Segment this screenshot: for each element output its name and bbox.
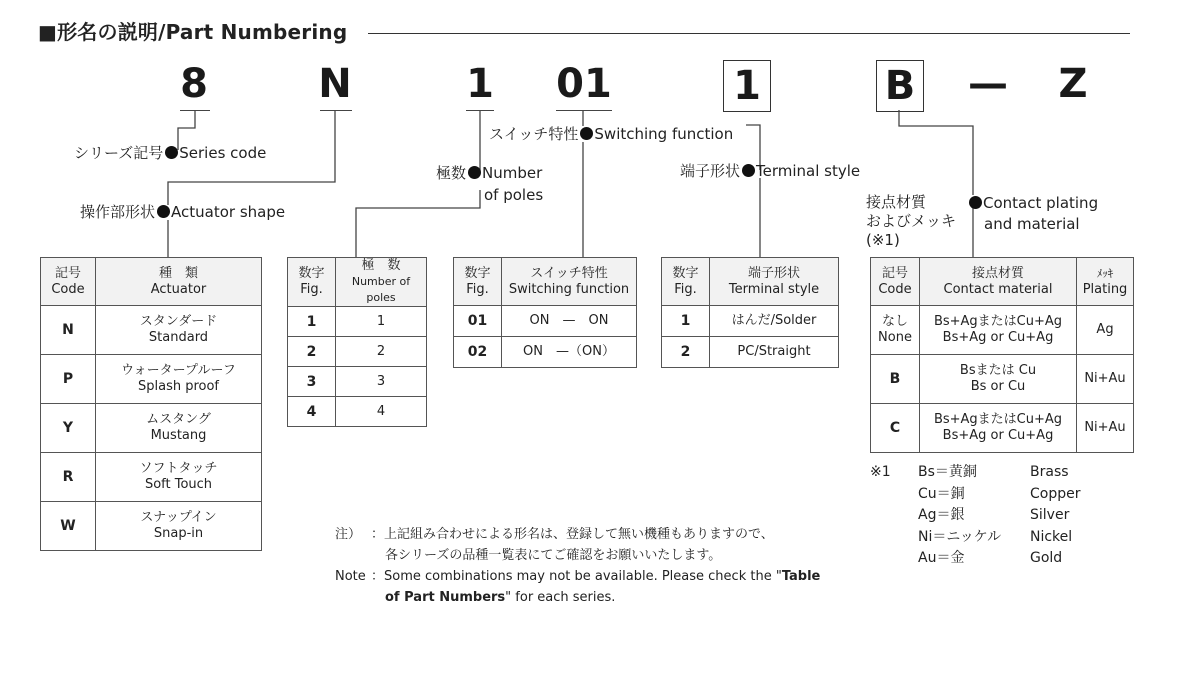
table-header-row — [871, 258, 1134, 306]
header-terminal: 端子形状 Terminal style — [710, 258, 839, 306]
table-header-row — [288, 258, 427, 307]
row-desc: スタンダード Standard — [96, 306, 262, 355]
footnote — [870, 462, 1080, 570]
row-material: Bsまたは Cu Bs or Cu — [920, 355, 1077, 404]
note-block — [335, 524, 820, 608]
header-fig: 数字 Fig. — [454, 258, 502, 306]
footnote-row — [870, 505, 1080, 527]
footnote-row — [870, 548, 1080, 570]
row-desc: ムスタング Mustang — [96, 404, 262, 453]
code-suffix: Z — [1058, 61, 1088, 107]
footnote-english: Gold — [1030, 550, 1063, 566]
table-row — [662, 306, 839, 337]
header-poles: 極 数 Number of poles — [336, 258, 427, 307]
note-en-label: Note — [335, 569, 366, 584]
label-contact-en-line2: and material — [984, 215, 1080, 233]
row-value: はんだ/Solder — [710, 306, 839, 337]
table-row — [41, 453, 262, 502]
row-desc: スナップイン Snap-in — [96, 502, 262, 551]
note-ja-line1: ：上記組み合わせによる形名は、登録して無い機種もありますので、 — [371, 527, 774, 542]
row-fig: 01 — [454, 306, 502, 337]
header-fig: 数字 Fig. — [662, 258, 710, 306]
row-code: P — [41, 355, 96, 404]
header-material: 接点材質 Contact material — [920, 258, 1077, 306]
row-desc: ウォータープルーフ Splash proof — [96, 355, 262, 404]
label-poles: 極数 Number — [436, 164, 543, 182]
table-row — [662, 337, 839, 368]
row-value: 3 — [336, 367, 427, 397]
header-fig: 数字 Fig. — [288, 258, 336, 307]
table-row — [288, 367, 427, 397]
row-value: PC/Straight — [710, 337, 839, 368]
footnote-row — [870, 484, 1080, 506]
note-en-line1: ：Some combinations may not be available. Please check the " — [371, 569, 782, 584]
terminal-table — [661, 257, 839, 368]
bullet-icon — [157, 205, 170, 218]
footnote-symbol: Au＝金 — [918, 550, 965, 566]
table-row — [871, 355, 1134, 404]
actuator-table — [40, 257, 262, 551]
label-poles-line2: of poles — [484, 186, 544, 204]
row-value: 2 — [336, 337, 427, 367]
switching-table — [453, 257, 637, 368]
row-fig: 1 — [288, 307, 336, 337]
label-terminal: 端子形状 Terminal style — [680, 162, 861, 180]
contact-table — [870, 257, 1134, 453]
table-header-row — [41, 258, 262, 306]
table-row — [871, 404, 1134, 453]
footnote-english: Silver — [1030, 507, 1070, 523]
header-plating: ﾒｯｷ Plating — [1077, 258, 1134, 306]
label-actuator: 操作部形状 Actuator shape — [80, 203, 286, 221]
footnote-symbol: Bs＝黄銅 — [918, 464, 977, 480]
footnote-symbol: Ni＝ニッケル — [918, 528, 1002, 545]
row-fig: 02 — [454, 337, 502, 368]
table-row — [41, 502, 262, 551]
bullet-icon — [468, 166, 481, 179]
page-title: ■形名の説明/Part Numbering — [38, 20, 348, 44]
row-desc: ソフトタッチ Soft Touch — [96, 453, 262, 502]
row-material: Bs+AgまたはCu+Ag Bs+Ag or Cu+Ag — [920, 404, 1077, 453]
note-en-line2: " for each series. — [505, 590, 616, 605]
code-dash: — — [968, 61, 1008, 107]
bullet-icon — [165, 146, 178, 159]
label-contact-en: Contact plating — [967, 193, 1098, 213]
header-code: 記号 Code — [41, 258, 96, 306]
table-row — [288, 337, 427, 367]
table-row — [288, 397, 427, 427]
table-row — [41, 404, 262, 453]
footnote-row — [870, 462, 1080, 484]
header-switching: スイッチ特性 Switching function — [502, 258, 637, 306]
table-header-row — [454, 258, 637, 306]
row-fig: 1 — [662, 306, 710, 337]
table-row — [871, 306, 1134, 355]
table-row — [288, 307, 427, 337]
bullet-icon — [580, 127, 593, 140]
row-fig: 2 — [662, 337, 710, 368]
table-row — [41, 306, 262, 355]
footnote-mark: ※1 — [870, 464, 891, 480]
row-value: 4 — [336, 397, 427, 427]
row-value: ON —（ON） — [502, 337, 637, 368]
header-code: 記号 Code — [871, 258, 920, 306]
footnote-symbol: Ag＝銀 — [918, 507, 965, 523]
code-contact: B — [876, 60, 924, 112]
table-row — [454, 337, 637, 368]
table-row — [41, 355, 262, 404]
footnote-english: Nickel — [1030, 528, 1073, 545]
row-code: B — [871, 355, 920, 404]
row-value: ON — ON — [502, 306, 637, 337]
row-plating: Ag — [1077, 306, 1134, 355]
row-plating: Ni+Au — [1077, 404, 1134, 453]
poles-table — [287, 257, 427, 427]
row-code: N — [41, 306, 96, 355]
footnote-english: Copper — [1030, 485, 1081, 502]
code-terminal: 1 — [723, 60, 771, 112]
row-fig: 3 — [288, 367, 336, 397]
code-poles: 1 — [466, 61, 494, 107]
header-actuator: 種 類 Actuator — [96, 258, 262, 306]
footnote-symbol: Cu＝銅 — [918, 485, 965, 502]
bullet-icon — [742, 164, 755, 177]
label-series: シリーズ記号 Series code — [74, 144, 267, 162]
footnote-row — [870, 527, 1080, 549]
row-value: 1 — [336, 307, 427, 337]
row-material: Bs+AgまたはCu+Ag Bs+Ag or Cu+Ag — [920, 306, 1077, 355]
note-en-bold1: Table — [781, 569, 821, 584]
row-code: W — [41, 502, 96, 551]
row-code: R — [41, 453, 96, 502]
label-switching: スイッチ特性 Switching function — [489, 125, 734, 143]
note-ja-label: 注） — [335, 527, 362, 542]
row-code: なし None — [871, 306, 920, 355]
row-fig: 4 — [288, 397, 336, 427]
row-code: C — [871, 404, 920, 453]
label-contact-ja: 接点材質 およびメッキ (※1) — [866, 193, 957, 249]
code-actuator: N — [318, 61, 352, 107]
table-row — [454, 306, 637, 337]
row-fig: 2 — [288, 337, 336, 367]
code-switching: 01 — [556, 61, 612, 107]
note-en-bold2: of Part Numbers — [385, 590, 506, 605]
bullet-icon — [969, 196, 982, 209]
code-series: 8 — [180, 61, 208, 107]
row-code: Y — [41, 404, 96, 453]
note-ja-line2: 各シリーズの品種一覧表にてご確認をお願いいたします。 — [385, 548, 722, 563]
row-plating: Ni+Au — [1077, 355, 1134, 404]
footnote-english: Brass — [1030, 464, 1069, 480]
table-header-row — [662, 258, 839, 306]
